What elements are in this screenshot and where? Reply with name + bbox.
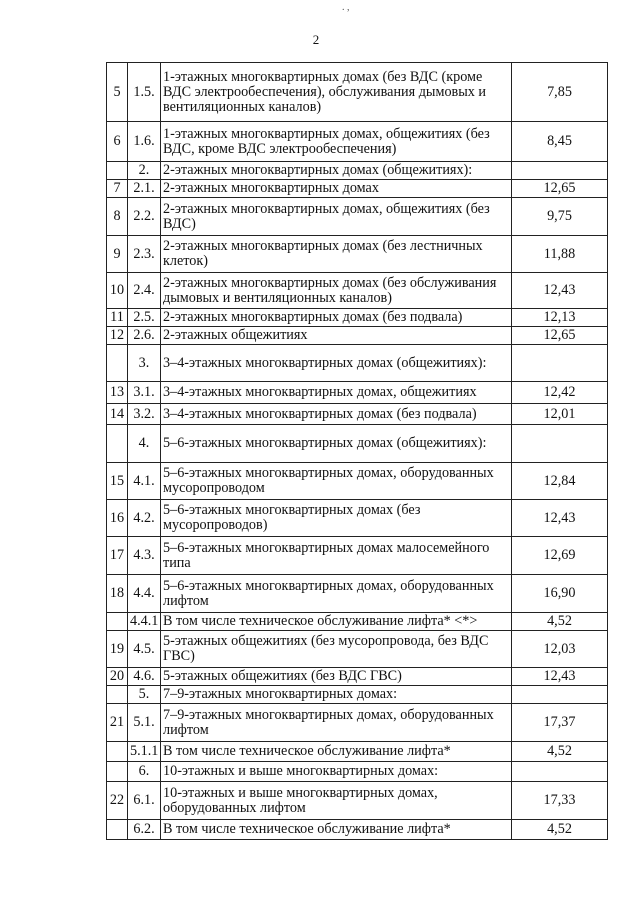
row-value: 12,03 xyxy=(512,631,608,668)
row-description: 5–6-этажных многоквартирных домах малосемейного типа xyxy=(161,537,512,575)
row-code: 5.1.1 xyxy=(128,742,161,762)
row-value: 4,52 xyxy=(512,820,608,840)
row-number: 13 xyxy=(107,382,128,404)
row-code: 4.4. xyxy=(128,575,161,613)
row-value: 16,90 xyxy=(512,575,608,613)
row-description: В том числе техническое обслуживание лифта* <*> xyxy=(161,613,512,631)
row-description: 2-этажных многоквартирных домах (без подвала) xyxy=(161,309,512,327)
row-description: 2-этажных многоквартирных домах (без лестничных клеток) xyxy=(161,236,512,273)
row-code: 1.6. xyxy=(128,122,161,162)
table-row xyxy=(107,631,608,668)
table-row xyxy=(107,782,608,820)
row-value: 12,65 xyxy=(512,327,608,345)
row-number: 5 xyxy=(107,63,128,122)
row-value: 9,75 xyxy=(512,198,608,236)
table-row xyxy=(107,704,608,742)
table-row xyxy=(107,327,608,345)
row-number xyxy=(107,742,128,762)
table-row xyxy=(107,198,608,236)
row-description: 1-этажных многоквартирных домах (без ВДС (кроме ВДС электрообеспечения), обслуживания дымовых и вентиляционных каналов) xyxy=(161,63,512,122)
row-value: 12,84 xyxy=(512,463,608,500)
row-value: 17,37 xyxy=(512,704,608,742)
row-value: 4,52 xyxy=(512,613,608,631)
row-code: 6.2. xyxy=(128,820,161,840)
row-code: 4. xyxy=(128,425,161,463)
row-description: В том числе техническое обслуживание лифта* xyxy=(161,820,512,840)
row-description: 2-этажных многоквартирных домах, общежитиях (без ВДС) xyxy=(161,198,512,236)
row-value: 12,65 xyxy=(512,180,608,198)
row-number: 16 xyxy=(107,500,128,537)
row-number: 21 xyxy=(107,704,128,742)
row-value: 4,52 xyxy=(512,742,608,762)
row-code: 4.6. xyxy=(128,668,161,686)
row-code: 4.5. xyxy=(128,631,161,668)
row-number xyxy=(107,613,128,631)
row-value: 12,42 xyxy=(512,382,608,404)
row-description: 3–4-этажных многоквартирных домах, общежитиях xyxy=(161,382,512,404)
scan-marks: . , xyxy=(342,2,350,13)
row-code: 5.1. xyxy=(128,704,161,742)
row-number: 20 xyxy=(107,668,128,686)
table-row xyxy=(107,500,608,537)
row-number: 17 xyxy=(107,537,128,575)
row-code: 2.1. xyxy=(128,180,161,198)
row-description: 7–9-этажных многоквартирных домах: xyxy=(161,686,512,704)
table-row xyxy=(107,404,608,425)
row-code: 6. xyxy=(128,762,161,782)
row-description: 5–6-этажных многоквартирных домах, оборудованных мусоропроводом xyxy=(161,463,512,500)
table-row xyxy=(107,537,608,575)
table-row xyxy=(107,742,608,762)
row-description: 2-этажных многоквартирных домах xyxy=(161,180,512,198)
row-value: 12,13 xyxy=(512,309,608,327)
row-code: 5. xyxy=(128,686,161,704)
row-description: В том числе техническое обслуживание лифта* xyxy=(161,742,512,762)
row-value: 12,43 xyxy=(512,273,608,309)
row-description: 1-этажных многоквартирных домах, общежитиях (без ВДС, кроме ВДС электрообеспечения) xyxy=(161,122,512,162)
row-value: 17,33 xyxy=(512,782,608,820)
row-description: 10-этажных и выше многоквартирных домах: xyxy=(161,762,512,782)
row-description: 2-этажных многоквартирных домах (общежитиях): xyxy=(161,162,512,180)
row-description: 7–9-этажных многоквартирных домах, оборудованных лифтом xyxy=(161,704,512,742)
tariff-table xyxy=(106,62,608,840)
row-number: 9 xyxy=(107,236,128,273)
row-description: 5–6-этажных многоквартирных домах, оборудованных лифтом xyxy=(161,575,512,613)
row-number: 7 xyxy=(107,180,128,198)
table-row xyxy=(107,425,608,463)
table-row xyxy=(107,613,608,631)
table-row xyxy=(107,820,608,840)
row-value: 7,85 xyxy=(512,63,608,122)
row-description: 5–6-этажных многоквартирных домах (без мусоропроводов) xyxy=(161,500,512,537)
table-row xyxy=(107,63,608,122)
row-number xyxy=(107,686,128,704)
row-value xyxy=(512,162,608,180)
row-number: 6 xyxy=(107,122,128,162)
row-code: 3. xyxy=(128,345,161,382)
row-description: 2-этажных общежитиях xyxy=(161,327,512,345)
row-code: 1.5. xyxy=(128,63,161,122)
row-value: 12,69 xyxy=(512,537,608,575)
row-code: 3.1. xyxy=(128,382,161,404)
row-value: 12,01 xyxy=(512,404,608,425)
row-description: 5-этажных общежитиях (без мусоропровода, без ВДС ГВС) xyxy=(161,631,512,668)
row-number: 18 xyxy=(107,575,128,613)
table-row xyxy=(107,162,608,180)
row-value: 8,45 xyxy=(512,122,608,162)
row-number xyxy=(107,345,128,382)
table-row xyxy=(107,122,608,162)
row-number: 14 xyxy=(107,404,128,425)
row-code: 2.5. xyxy=(128,309,161,327)
row-number: 19 xyxy=(107,631,128,668)
table-row xyxy=(107,762,608,782)
row-value xyxy=(512,686,608,704)
row-description: 2-этажных многоквартирных домах (без обслуживания дымовых и вентиляционных каналов) xyxy=(161,273,512,309)
row-number: 8 xyxy=(107,198,128,236)
row-value: 11,88 xyxy=(512,236,608,273)
table-row xyxy=(107,309,608,327)
table-row xyxy=(107,345,608,382)
row-code: 4.3. xyxy=(128,537,161,575)
row-description: 3–4-этажных многоквартирных домах (без подвала) xyxy=(161,404,512,425)
row-number: 11 xyxy=(107,309,128,327)
row-number: 15 xyxy=(107,463,128,500)
table-row xyxy=(107,668,608,686)
row-number xyxy=(107,762,128,782)
row-value: 12,43 xyxy=(512,668,608,686)
row-value xyxy=(512,425,608,463)
table-row xyxy=(107,686,608,704)
row-number: 12 xyxy=(107,327,128,345)
row-number xyxy=(107,162,128,180)
table-row xyxy=(107,180,608,198)
row-value xyxy=(512,762,608,782)
row-code: 2.6. xyxy=(128,327,161,345)
row-description: 10-этажных и выше многоквартирных домах, оборудованных лифтом xyxy=(161,782,512,820)
row-code: 2.2. xyxy=(128,198,161,236)
row-code: 2.3. xyxy=(128,236,161,273)
row-code: 2.4. xyxy=(128,273,161,309)
row-code: 4.4.1 xyxy=(128,613,161,631)
row-code: 6.1. xyxy=(128,782,161,820)
table-row xyxy=(107,236,608,273)
row-code: 4.1. xyxy=(128,463,161,500)
table-row xyxy=(107,463,608,500)
row-number: 22 xyxy=(107,782,128,820)
row-description: 5-этажных общежитиях (без ВДС ГВС) xyxy=(161,668,512,686)
row-code: 2. xyxy=(128,162,161,180)
row-number xyxy=(107,425,128,463)
row-value: 12,43 xyxy=(512,500,608,537)
row-code: 4.2. xyxy=(128,500,161,537)
table-row xyxy=(107,382,608,404)
row-value xyxy=(512,345,608,382)
row-description: 5–6-этажных многоквартирных домах (общежитиях): xyxy=(161,425,512,463)
row-number: 10 xyxy=(107,273,128,309)
table-row xyxy=(107,575,608,613)
table-row xyxy=(107,273,608,309)
row-code: 3.2. xyxy=(128,404,161,425)
page-number: 2 xyxy=(312,32,320,47)
row-number xyxy=(107,820,128,840)
row-description: 3–4-этажных многоквартирных домах (общежитиях): xyxy=(161,345,512,382)
